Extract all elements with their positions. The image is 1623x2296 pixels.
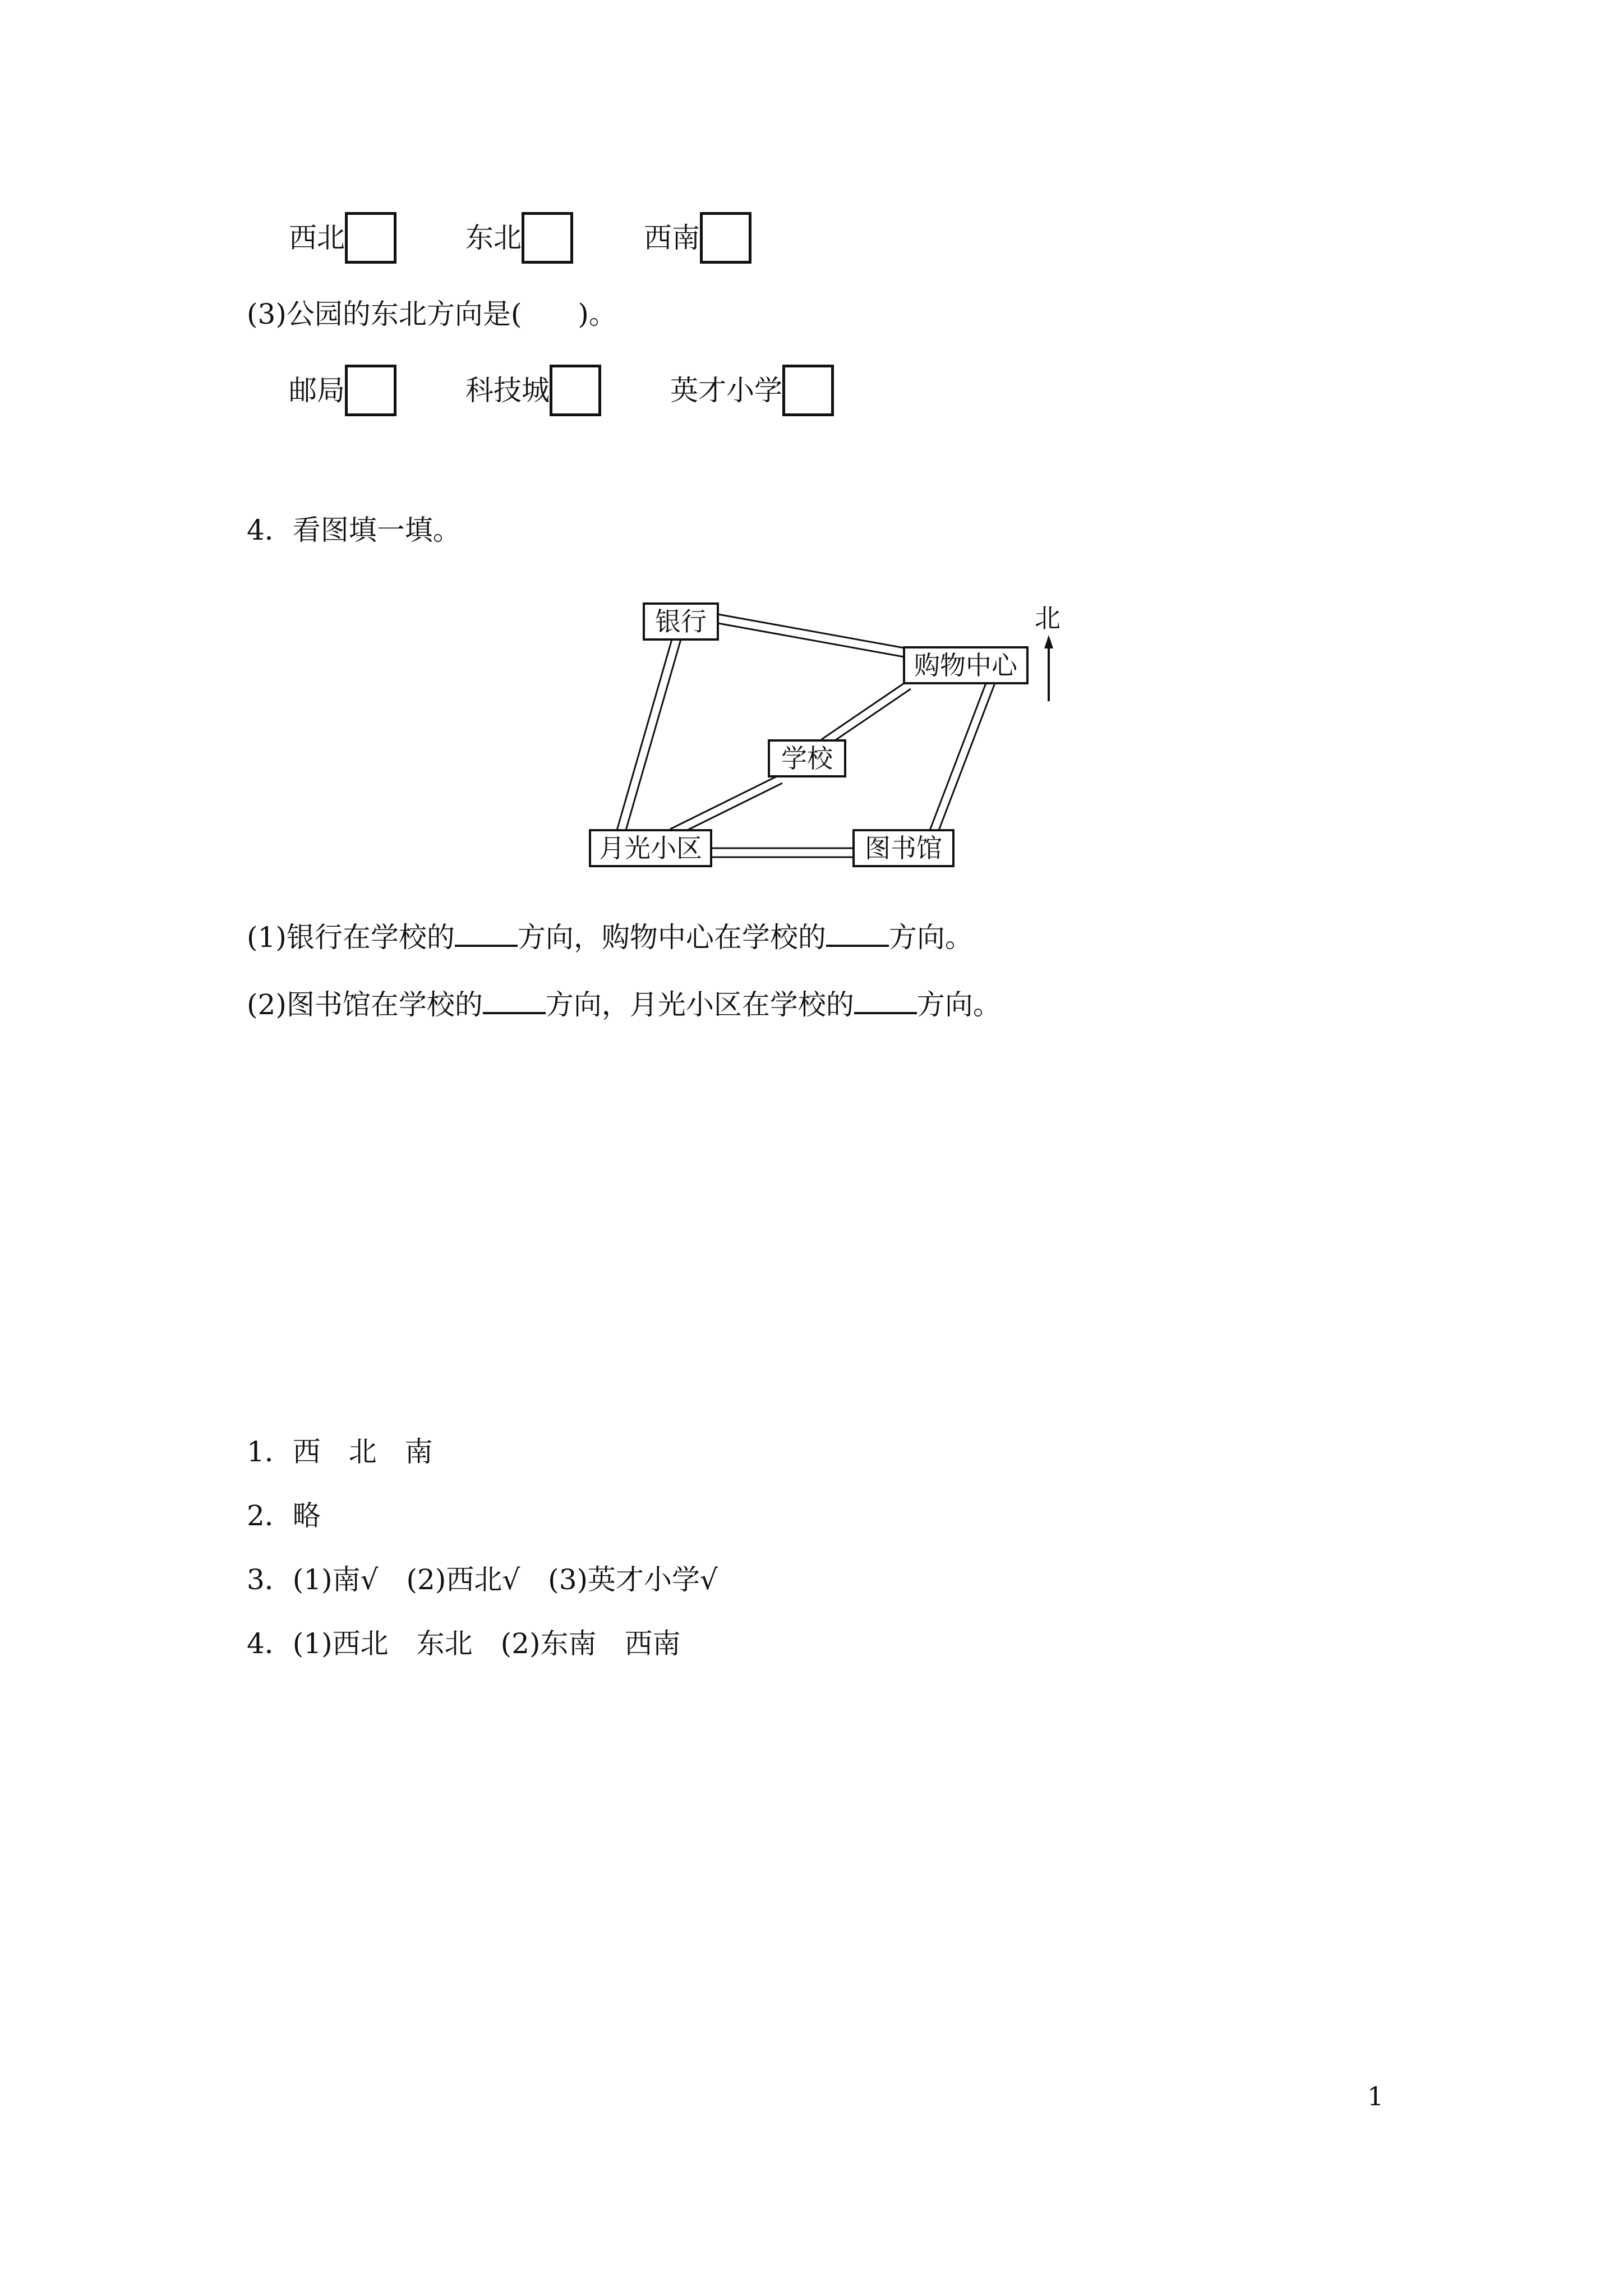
question-4-part-2	[247, 987, 1001, 1022]
place-library-label: 图书馆	[865, 833, 942, 863]
road-mall-school	[828, 689, 911, 745]
answer-blank[interactable]	[826, 920, 889, 947]
answer-1: 1．西 北 南	[247, 1435, 433, 1468]
answer-4: 4．(1)西北 东北 (2)东南 西南	[247, 1627, 681, 1660]
sub2-text-c: 方向。	[916, 988, 1001, 1021]
answer-blank[interactable]	[483, 987, 546, 1014]
option-label: 东北	[465, 222, 522, 254]
page-number: 1	[1367, 2081, 1384, 2111]
road-school-community	[670, 776, 777, 829]
road-bank-mall	[718, 614, 904, 648]
road-bank-community	[626, 639, 681, 830]
place-bank-label: 银行	[655, 606, 707, 637]
north-arrow-icon	[1044, 635, 1053, 701]
answer-3: 3．(1)南√ (2)西北√ (3)英才小学√	[247, 1563, 718, 1596]
place-school-label: 学校	[781, 743, 833, 774]
option-label: 西北	[289, 222, 345, 254]
sub1-text-a: (1)银行在学校的	[247, 921, 455, 954]
place-community-label: 月光小区	[599, 833, 702, 863]
sub2-text-b: 方向，月光小区在学校的	[545, 988, 854, 1021]
question-4-part-1	[247, 920, 973, 954]
road-bank-mall	[718, 623, 904, 657]
direction-map	[0, 0, 1623, 898]
north-label: 北	[1035, 603, 1061, 633]
option-label: 西南	[644, 222, 700, 254]
question-4-title: 4．看图填一填。	[247, 514, 461, 546]
answer-2: 2．略	[247, 1499, 321, 1532]
road-school-community	[676, 783, 782, 836]
road-mall-school	[822, 683, 904, 739]
option-label: 科技城	[465, 374, 550, 407]
option-label: 英才小学	[670, 374, 782, 407]
sub1-text-c: 方向。	[888, 921, 973, 954]
answer-blank[interactable]	[854, 987, 917, 1014]
road-bank-community	[617, 639, 672, 830]
place-mall-label: 购物中心	[914, 650, 1017, 680]
road-mall-library	[939, 683, 995, 830]
option-label: 邮局	[289, 374, 345, 407]
road-mall-library	[930, 683, 986, 830]
question-3-part-3-stem: (3)公园的东北方向是( )。	[247, 298, 617, 330]
sub2-text-a: (2)图书馆在学校的	[247, 988, 483, 1021]
answer-blank[interactable]	[455, 920, 518, 947]
sub1-text-b: 方向，购物中心在学校的	[517, 921, 826, 954]
